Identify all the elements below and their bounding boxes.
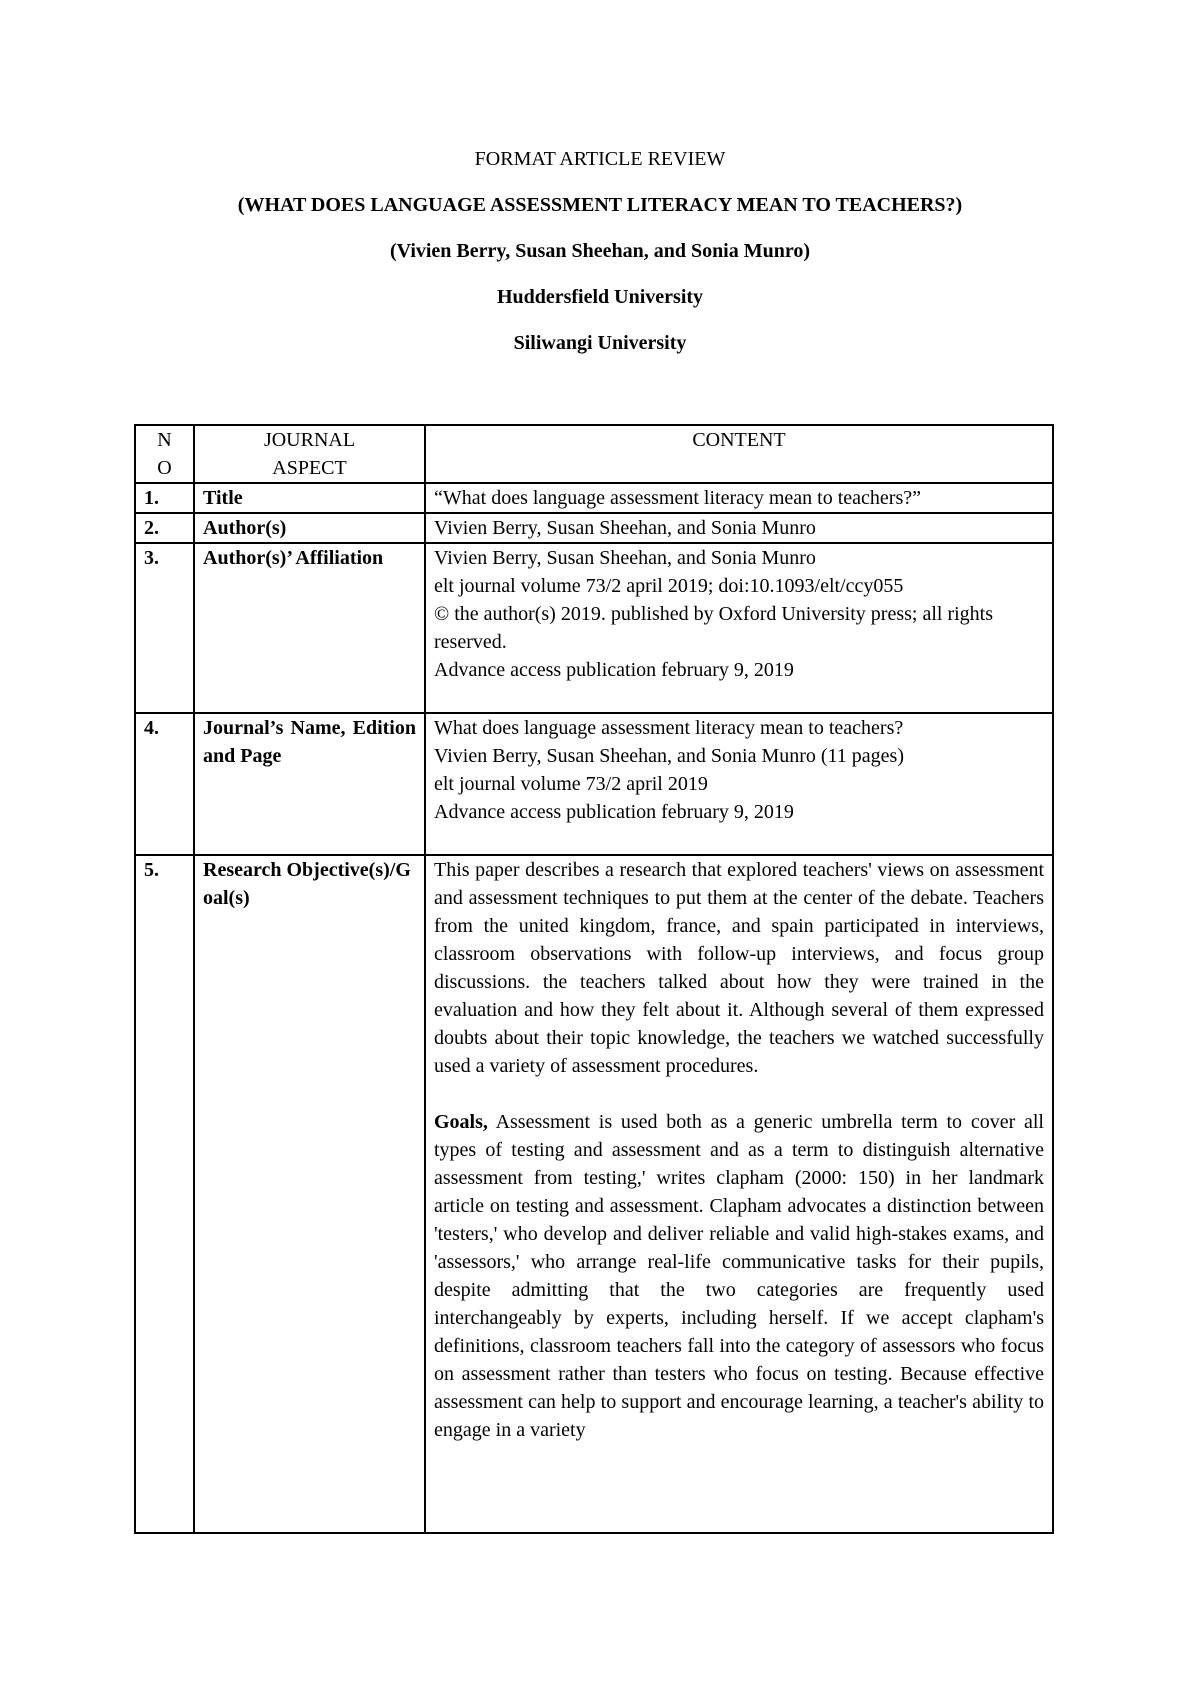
goals-label: Goals,	[434, 1111, 488, 1133]
goals-text: Assessment is used both as a generic umbrella term to cover all types of testing and assessment and as a term to distinguish alternative assessment from testing,' writes clapham (2000: 150) in her landmark article on testing and assessment. Clapham advocates a distinction between 'testers,' who develop and deliver reliable and valid high-stakes exams, and 'assessors,' who arrange real-life communicative tasks for their pupils, despite admitting that the two categories are frequently used interchangeably by experts, including herself. If we accept clapham's definitions, classroom teachers fall into the category of assessors who focus on assessment rather than testers who focus on testing. Because effective assessment can help to support and encourage learning, a teacher's ability to engage in a variety	[434, 1111, 1044, 1441]
table-row	[135, 855, 1053, 1533]
content-line: Vivien Berry, Susan Sheehan, and Sonia Munro (11 pages)	[434, 745, 904, 767]
row-number: 4.	[135, 713, 194, 855]
research-description: This paper describes a research that explored teachers' views on assessment and assessment techniques to put them at the center of the debate. Teachers from the united kingdom, france, and spain participated in interviews, classroom observations with follow-up interviews, and focus group discussions. the teachers talked about how they were trained in the evaluation and how they felt about it. Although several of them expressed doubts about their topic knowledge, the teachers we watched successfully used a variety of assessment procedures.	[434, 859, 1044, 1077]
row-content	[425, 543, 1053, 713]
document-header	[0, 145, 1200, 375]
content-line: © the author(s) 2019. published by Oxford University press; all rights reserved.	[434, 603, 994, 653]
row-aspect	[194, 855, 425, 1533]
table-row	[135, 513, 1053, 543]
table-header-row	[135, 425, 1053, 483]
content-line: elt journal volume 73/2 april 2019; doi:10.1093/elt/ccy055	[434, 575, 904, 597]
article-title: (WHAT DOES LANGUAGE ASSESSMENT LITERACY MEAN TO TEACHERS?)	[237, 194, 963, 216]
content-line: elt journal volume 73/2 april 2019	[434, 773, 708, 795]
reviewer-university: Siliwangi University	[513, 332, 687, 354]
content-line: “What does language assessment literacy mean to teachers?”	[434, 487, 922, 509]
header-content: CONTENT	[425, 425, 1053, 483]
paragraph-gap	[434, 1080, 1044, 1108]
row-number: 5.	[135, 855, 194, 1533]
aspect-label: Research Objective(s)/Goal(s)	[203, 859, 411, 909]
document-title: FORMAT ARTICLE REVIEW	[474, 148, 726, 170]
article-authors: (Vivien Berry, Susan Sheehan, and Sonia Munro)	[389, 240, 811, 262]
table-row	[135, 483, 1053, 513]
author-university: Huddersfield University	[496, 286, 704, 308]
content-line: Vivien Berry, Susan Sheehan, and Sonia Munro	[434, 547, 816, 569]
content-line: What does language assessment literacy mean to teachers?	[434, 717, 904, 739]
row-content	[425, 513, 1053, 543]
table-row	[135, 543, 1053, 713]
review-table	[134, 424, 1054, 1534]
header-no: NO	[135, 425, 194, 483]
content-line: Advance access publication february 9, 2019	[434, 801, 794, 823]
row-content	[425, 713, 1053, 855]
row-content	[425, 855, 1053, 1533]
row-content	[425, 483, 1053, 513]
content-line: Advance access publication february 9, 2019	[434, 659, 794, 681]
row-aspect: Title	[194, 483, 425, 513]
row-number: 2.	[135, 513, 194, 543]
row-aspect: Author(s)’ Affiliation	[194, 543, 425, 713]
goals-paragraph	[434, 1108, 1044, 1444]
row-number: 3.	[135, 543, 194, 713]
table-row	[135, 713, 1053, 855]
content-clip	[434, 856, 1044, 1532]
content-line: Vivien Berry, Susan Sheehan, and Sonia Munro	[434, 517, 816, 539]
row-aspect: Author(s)	[194, 513, 425, 543]
row-aspect: Journal’s Name, Edition and Page	[194, 713, 425, 855]
row-number: 1.	[135, 483, 194, 513]
header-journal-aspect: JOURNAL ASPECT	[194, 425, 425, 483]
